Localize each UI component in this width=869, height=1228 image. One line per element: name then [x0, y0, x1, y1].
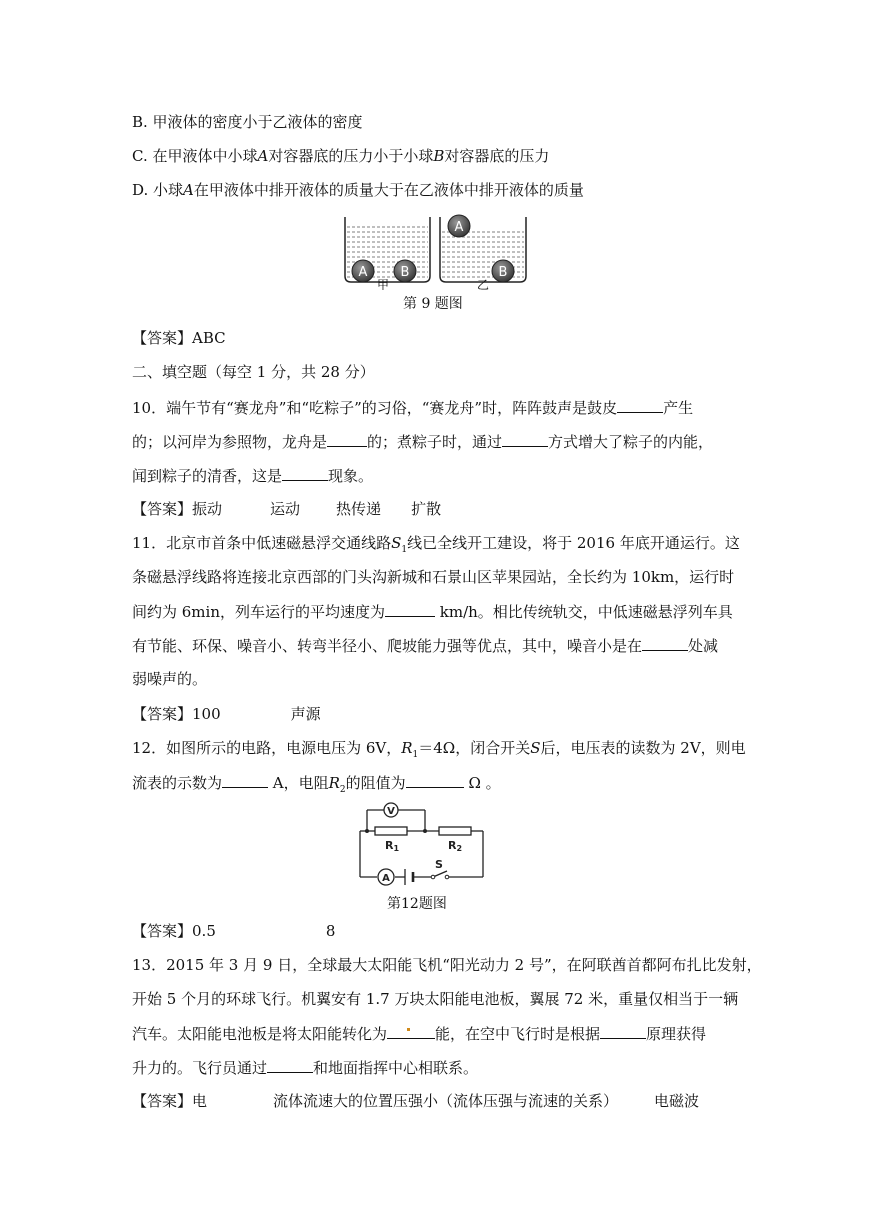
- q11-blank-1: [385, 600, 435, 617]
- q10-line-3: 闻到粽子的清香，这是 现象。: [132, 464, 373, 487]
- q9-option-b: B. 甲液体的密度小于乙液体的密度: [132, 113, 363, 131]
- q11-line-2: 条磁悬浮线路将连接北京西部的门头沟新城和石景山区苹果园站，全长约为 10km，运行时: [132, 568, 735, 586]
- q11-blank-2: [642, 634, 688, 651]
- q12-line-2: 流表的示数为 A，电阻$R_2$的阻值为 Ω 。: [132, 771, 501, 801]
- q9-option-d: D. 小球A在甲液体中排开液体的质量大于在乙液体中排开液体的质量: [132, 181, 584, 199]
- beaker-left: [345, 217, 430, 290]
- q13-blank-1: [387, 1022, 435, 1039]
- q10-blank-4: [282, 464, 328, 481]
- q12-circuit-figure: [355, 800, 490, 892]
- q13-line-4: 升力的。飞行员通过 和地面指挥中心相联系。: [132, 1056, 478, 1079]
- q13-line-3: 汽车。太阳能电池板是将太阳能转化为 能，在空中飞行时是根据 原理获得: [132, 1022, 706, 1045]
- q13-blank-3: [267, 1056, 313, 1073]
- svg-text:A: A: [358, 265, 368, 280]
- svg-text:S: S: [435, 858, 443, 871]
- section-2-title: 二、填空题（每空 1 分，共 28 分）: [132, 363, 375, 381]
- q10-blank-2: [327, 430, 367, 447]
- svg-text:A: A: [454, 220, 464, 235]
- q9-answer: 【答案】ABC: [132, 329, 226, 347]
- label-jia: 甲: [376, 278, 390, 290]
- label-yi: 乙: [476, 278, 490, 290]
- svg-text:B: B: [498, 265, 508, 280]
- q13-line-2: 开始 5 个月的环球飞行。机翼安有 1.7 万块太阳能电池板，翼展 72 米，重量仅相当于一辆: [132, 990, 739, 1008]
- battery-icon: [405, 869, 413, 885]
- beaker-right: [440, 215, 526, 290]
- q12-figure-caption: 第12题图: [387, 896, 447, 912]
- r1-label: R1: [385, 839, 400, 853]
- q13-answer: 【答案】电 流体流速大的位置压强小（流体压强与流速的关系） 电磁波: [132, 1092, 700, 1110]
- q10-answer: 【答案】振动 运动 热传递 扩散: [132, 500, 442, 518]
- svg-text:V: V: [387, 806, 395, 817]
- q10-blank-1: [617, 396, 663, 413]
- q11-line-4: 有节能、环保、噪音小、转弯半径小、爬坡能力强等优点，其中，噪音小是在 处减: [132, 634, 718, 657]
- q12-answer: 【答案】0.5 8: [132, 922, 336, 940]
- q9-figure-caption: 第 9 题图: [403, 296, 463, 312]
- q11-line-1: 11．北京市首条中低速磁悬浮交通线路$S_1$线已全线开工建设，将于 2016 年底开通运行。这: [132, 534, 740, 555]
- q13-line-1: 13．2015 年 3 月 9 日，全球最大太阳能飞机“阳光动力 2 号”，在阿联酋首都阿布扎比发射，: [132, 956, 762, 974]
- r2-label: R2: [448, 839, 463, 853]
- q10-blank-3: [502, 430, 548, 447]
- q10-line-1: 10．端午节有“赛龙舟”和“吃粽子”的习俗，“赛龙舟”时，阵阵鼓声是鼓皮 产生: [132, 396, 693, 419]
- svg-text:A: A: [382, 873, 390, 884]
- q9-figure: [340, 212, 530, 290]
- svg-text:B: B: [400, 265, 410, 280]
- q11-line-3: 间约为 6min，列车运行的平均速度为 km/h。相比传统轨交，中低速磁悬浮列车具: [132, 600, 733, 623]
- q9-option-c: C. 在甲液体中小球A对容器底的压力小于小球B对容器底的压力: [132, 147, 550, 165]
- q11-answer: 【答案】100 声源: [132, 705, 321, 723]
- q11-line-5: 弱噪声的。: [132, 670, 208, 688]
- q12-line-1: 12．如图所示的电路，电源电压为 6V，$R_1=4\Omega$，闭合开关S后，电压表的读数为 2V，则电: [132, 739, 746, 760]
- ammeter-icon: [378, 869, 394, 885]
- voltmeter-icon: [384, 803, 398, 817]
- q12-blank-2: [406, 771, 464, 788]
- q12-blank-1: [222, 771, 268, 788]
- q10-line-2: 的；以河岸为参照物，龙舟是 的；煮粽子时，通过 方式增大了粽子的内能，: [132, 430, 713, 453]
- q13-blank-2: [600, 1022, 646, 1039]
- switch-icon: [431, 858, 449, 879]
